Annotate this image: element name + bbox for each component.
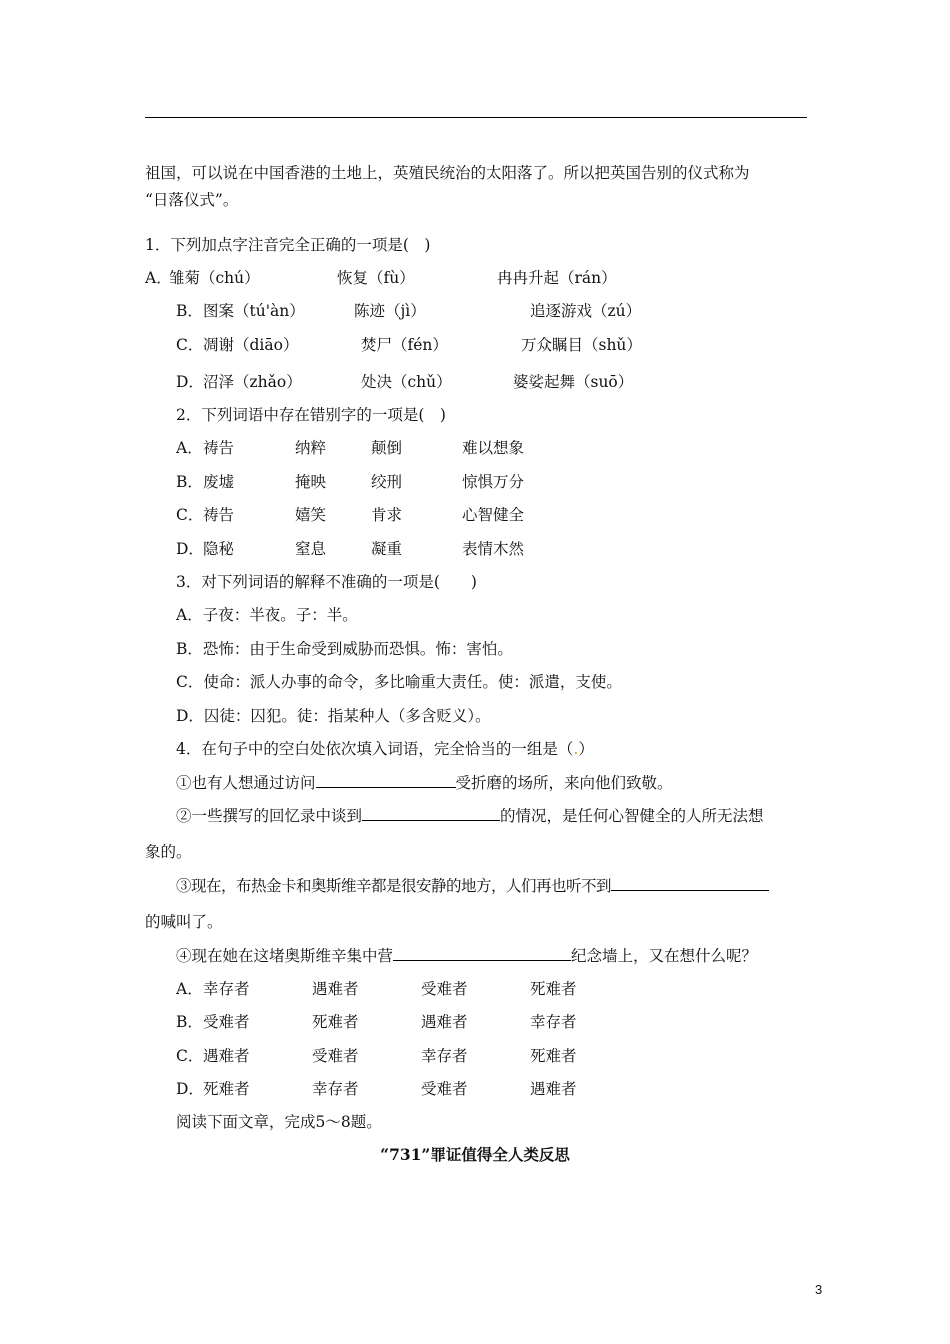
q1-option-item: 焚尸（fén） <box>361 336 448 354</box>
q1-option-item: 陈迹（jì） <box>354 302 426 320</box>
q1-option-label: C． <box>176 336 204 354</box>
intro-line-2: “日落仪式”。 <box>145 191 239 209</box>
q4-option-item: 受难者 <box>203 1013 250 1031</box>
fill-blank <box>393 946 571 961</box>
q4-option-item: 死难者 <box>203 1080 250 1098</box>
fill-blank <box>611 876 769 891</box>
q4-option-item: 幸存者 <box>312 1080 359 1098</box>
sentence-text: 的情况，是任何心智健全的人所无法想 <box>500 807 764 825</box>
header-rule <box>145 117 807 118</box>
q4-option-item: 死难者 <box>312 1013 359 1031</box>
q4-option-item: 受难者 <box>312 1047 359 1065</box>
q2-option-item: 难以想象 <box>462 439 525 457</box>
q4-sentence-4 <box>176 946 757 966</box>
q1-option-item: 处决（chǔ） <box>361 373 452 391</box>
q4-sentence-3 <box>176 876 769 896</box>
q1-option-item: 图案（tú'àn） <box>203 302 305 320</box>
sentence-text: 纪念墙上，又在想什么呢？ <box>571 947 758 965</box>
q2-option-item: 祷告 <box>203 439 235 457</box>
q4-sentence-2-cont: 象的。 <box>145 843 192 861</box>
q3-stem: 3．对下列词语的解释不准确的一项是( ) <box>176 573 477 591</box>
q2-option-item: 肯求 <box>371 506 403 524</box>
q1-option-item: 凋谢（diāo） <box>203 336 299 354</box>
q4-option-item: 遇难者 <box>530 1080 577 1098</box>
q4-sentence-2 <box>176 806 764 826</box>
q4-option-item: 受难者 <box>421 1080 468 1098</box>
q1-option-label: D． <box>176 373 204 391</box>
q4-sentence-1 <box>176 773 673 793</box>
q1-option-label: B． <box>176 302 203 320</box>
page-number: 3 <box>815 1282 823 1297</box>
q1-option-item: 冉冉升起（rán） <box>497 269 617 287</box>
q4-option-label: D． <box>176 1080 204 1098</box>
q2-option-item: 窒息 <box>295 540 327 558</box>
q2-option-label: A． <box>176 439 203 457</box>
sentence-text: ④现在她在这堵奥斯维辛集中营 <box>176 947 394 965</box>
q2-option-item: 绞刑 <box>371 473 403 491</box>
q1-option-item: 婆娑起舞（suō） <box>513 373 634 391</box>
q4-stem-close: ） <box>578 740 594 758</box>
reading-prompt: 阅读下面文章，完成5～8题。 <box>176 1113 382 1131</box>
q4-sentence-3-cont: 的喊叫了。 <box>145 913 223 931</box>
emphasis-dot: . <box>573 740 579 758</box>
q2-option-item: 纳粹 <box>295 439 327 457</box>
q4-stem-text: 4．在句子中的空白处依次填入词语，完全恰当的一组是（ <box>176 740 574 758</box>
q4-stem <box>176 739 594 759</box>
q3-option: D．囚徒：囚犯。徒：指某种人（多含贬义）。 <box>176 707 491 725</box>
sentence-text: ②一些撰写的回忆录中谈到 <box>176 807 363 825</box>
q4-option-item: 死难者 <box>530 980 577 998</box>
fill-blank <box>316 773 456 788</box>
q1-option-item: 追逐游戏（zú） <box>530 302 642 320</box>
q4-option-item: 遇难者 <box>421 1013 468 1031</box>
q2-option-item: 隐秘 <box>203 540 235 558</box>
sentence-text: ①也有人想通过访问 <box>176 774 316 792</box>
q4-option-item: 幸存者 <box>203 980 250 998</box>
q2-option-item: 颠倒 <box>371 439 403 457</box>
q4-option-item: 幸存者 <box>530 1013 577 1031</box>
q4-option-item: 受难者 <box>421 980 468 998</box>
sentence-text: 受折磨的场所，来向他们致敬。 <box>455 774 673 792</box>
q3-option: A．子夜：半夜。子：半。 <box>176 606 358 624</box>
q1-option-item: 万众瞩目（shǔ） <box>521 336 642 354</box>
q2-option-item: 嬉笑 <box>295 506 327 524</box>
sentence-text: ③现在，布热金卡和奥斯维辛都是很安静的地方，人们再也听不到 <box>176 877 612 895</box>
q2-option-item: 掩映 <box>295 473 327 491</box>
q3-option: C．使命：派人办事的命令，多比喻重大责任。使：派遣，支使。 <box>176 673 622 691</box>
q1-stem: 1．下列加点字注音完全正确的一项是( ) <box>145 236 431 254</box>
q4-option-label: C． <box>176 1047 204 1065</box>
intro-line-1: 祖国，可以说在中国香港的土地上，英殖民统治的太阳落了。所以把英国告别的仪式称为 <box>145 164 750 182</box>
q4-option-label: A． <box>176 980 203 998</box>
q1-option-item: 恢复（fù） <box>337 269 415 287</box>
q4-option-item: 幸存者 <box>421 1047 468 1065</box>
q2-option-label: B． <box>176 473 203 491</box>
q2-option-label: C． <box>176 506 204 524</box>
q4-option-item: 死难者 <box>530 1047 577 1065</box>
q1-option-item: 沼泽（zhǎo） <box>203 373 302 391</box>
q1-option-item: 雏菊（chú） <box>169 269 260 287</box>
q3-option: B．恐怖：由于生命受到威胁而恐惧。怖：害怕。 <box>176 640 513 658</box>
q2-option-item: 心智健全 <box>462 506 525 524</box>
article-title: “731”罪证值得全人类反思 <box>380 1145 570 1164</box>
q2-option-item: 惊惧万分 <box>462 473 525 491</box>
q2-option-label: D． <box>176 540 204 558</box>
q2-option-item: 祷告 <box>203 506 235 524</box>
q4-option-item: 遇难者 <box>203 1047 250 1065</box>
q2-option-item: 表情木然 <box>462 540 525 558</box>
q2-option-item: 废墟 <box>203 473 235 491</box>
q4-option-label: B． <box>176 1013 203 1031</box>
q2-stem: 2．下列词语中存在错别字的一项是( ) <box>176 406 446 424</box>
q1-option-label: A． <box>145 269 172 287</box>
q2-option-item: 凝重 <box>371 540 403 558</box>
q4-option-item: 遇难者 <box>312 980 359 998</box>
fill-blank <box>362 806 500 821</box>
